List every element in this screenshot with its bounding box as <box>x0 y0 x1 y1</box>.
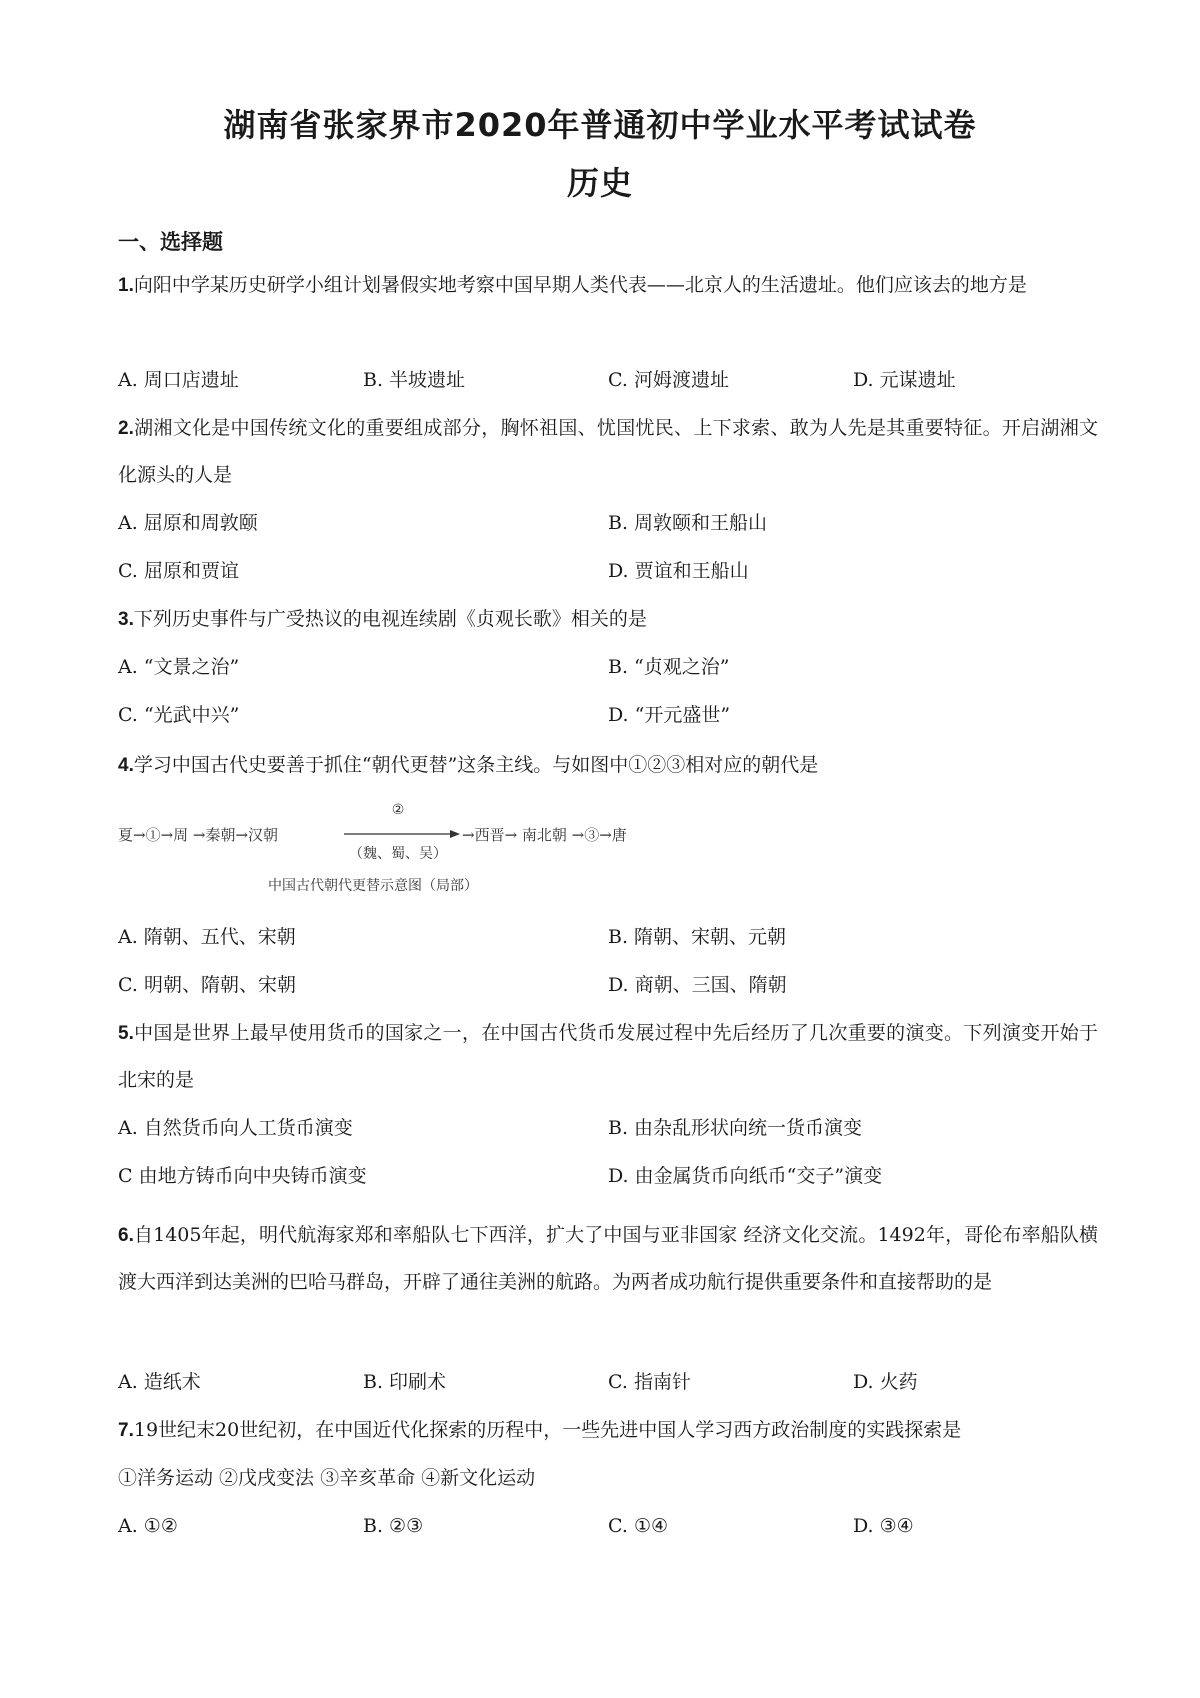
question-4-options-row2 <box>118 962 1098 1008</box>
question-7 <box>118 1407 1098 1454</box>
question-7-statements: ①洋务运动 ②戊戌变法 ③辛亥革命 ④新文化运动 <box>118 1467 536 1489</box>
section-heading: 一、选择题 <box>118 230 223 254</box>
question-number: 7. <box>118 1420 134 1441</box>
question-text: 下列历史事件与广受热议的电视连续剧《贞观长歌》相关的是 <box>133 608 647 630</box>
option-a: A. “文景之治” <box>118 656 240 678</box>
option-c: C. 屈原和贾谊 <box>118 560 239 582</box>
option-c: C. “光武中兴” <box>118 704 240 726</box>
question-5 <box>118 1010 1098 1103</box>
option-a: A. 屈原和周敦颐 <box>118 512 258 534</box>
diagram-arrow-top: ② <box>391 802 405 818</box>
subject-title: 历史 <box>566 164 633 202</box>
option-d: D. 由金属货币向纸币“交子”演变 <box>608 1165 883 1187</box>
option-c: C. ①④ <box>608 1515 669 1537</box>
option-c: C. 明朝、隋朝、宋朝 <box>118 974 296 996</box>
question-3-options-row1 <box>118 644 1098 690</box>
question-2-options-row2 <box>118 548 1098 594</box>
question-text: 湖湘文化是中国传统文化的重要组成部分，胸怀祖国、忧国忧民、上下求索、敢为人先是其重要特征。开启湖湘文化源头的人是 <box>118 417 1098 486</box>
option-d: D. 贾谊和王船山 <box>608 560 749 582</box>
option-c: C 由地方铸币向中央铸币演变 <box>118 1165 367 1187</box>
question-number: 5. <box>118 1023 134 1044</box>
option-a: A. 隋朝、五代、宋朝 <box>118 926 296 948</box>
option-d: D. “开元盛世” <box>608 704 731 726</box>
question-number: 4. <box>118 755 134 776</box>
question-2 <box>118 405 1098 498</box>
diagram-arrow-bottom: （魏、蜀、吴） <box>349 846 447 862</box>
option-c: C. 河姆渡遗址 <box>608 369 729 391</box>
question-1-options <box>118 357 1098 403</box>
diagram-caption: 中国古代朝代更替示意图（局部） <box>268 878 478 894</box>
question-3 <box>118 596 1098 643</box>
question-text: 学习中国古代史要善于抓住“朝代更替”这条主线。与如图中①②③相对应的朝代是 <box>133 754 819 776</box>
question-text: 19世纪末20世纪初，在中国近代化探索的历程中，一些先进中国人学习西方政治制度的实践探索是 <box>133 1419 962 1441</box>
question-number: 1. <box>118 275 134 296</box>
option-b: B. 印刷术 <box>363 1371 447 1393</box>
question-4 <box>118 742 1098 789</box>
question-number: 6. <box>118 1225 134 1246</box>
option-b: B. “贞观之治” <box>608 656 730 678</box>
question-5-options-row2 <box>118 1153 1098 1199</box>
option-d: D. 商朝、三国、隋朝 <box>608 974 787 996</box>
option-a: A. 造纸术 <box>118 1371 201 1393</box>
option-a: A. ①② <box>118 1515 178 1537</box>
question-5-options-row1 <box>118 1105 1098 1151</box>
option-d: D. ③④ <box>853 1515 914 1537</box>
question-text: 向阳中学某历史研学小组计划暑假实地考察中国早期人类代表——北京人的生活遗址。他们应该去的地方是 <box>133 274 1027 296</box>
question-2-options-row1 <box>118 500 1098 546</box>
option-a: A. 周口店遗址 <box>118 369 239 391</box>
diagram-chain-left: 夏→①→周 →秦朝→汉朝 <box>118 826 279 844</box>
option-d: D. 火药 <box>853 1371 918 1393</box>
option-c: C. 指南针 <box>608 1371 691 1393</box>
question-number: 2. <box>118 418 134 439</box>
dynasty-diagram <box>118 796 678 896</box>
exam-title: 湖南省张家界市2020年普通初中学业水平考试试卷 <box>223 106 977 144</box>
option-b: B. 半坡遗址 <box>363 369 466 391</box>
question-7-options <box>118 1503 1098 1549</box>
question-6-options <box>118 1359 1098 1405</box>
diagram-chain-right: →西晋→ 南北朝 →③→唐 <box>462 826 627 844</box>
question-number: 3. <box>118 609 134 630</box>
option-a: A. 自然货币向人工货币演变 <box>118 1117 353 1139</box>
option-b: B. ②③ <box>363 1515 424 1537</box>
question-6 <box>118 1212 1098 1305</box>
question-text: 自1405年起，明代航海家郑和率船队七下西洋，扩大了中国与亚非国家 经济文化交流。1492年，哥伦布率船队横渡大西洋到达美洲的巴哈马群岛，开辟了通往美洲的航路。为两者成功航行提供重要条件和直接帮助的是 <box>118 1224 1098 1293</box>
question-text: 中国是世界上最早使用货币的国家之一，在中国古代货币发展过程中先后经历了几次重要的演变。下列演变开始于北宋的是 <box>118 1022 1098 1091</box>
option-b: B. 由杂乱形状向统一货币演变 <box>608 1117 863 1139</box>
option-b: B. 周敦颐和王船山 <box>608 512 768 534</box>
question-4-options-row1 <box>118 914 1098 960</box>
option-d: D. 元谋遗址 <box>853 369 956 391</box>
option-b: B. 隋朝、宋朝、元朝 <box>608 926 787 948</box>
question-3-options-row2 <box>118 692 1098 738</box>
question-1 <box>118 262 1098 309</box>
diagram-arrow-head <box>450 830 460 838</box>
